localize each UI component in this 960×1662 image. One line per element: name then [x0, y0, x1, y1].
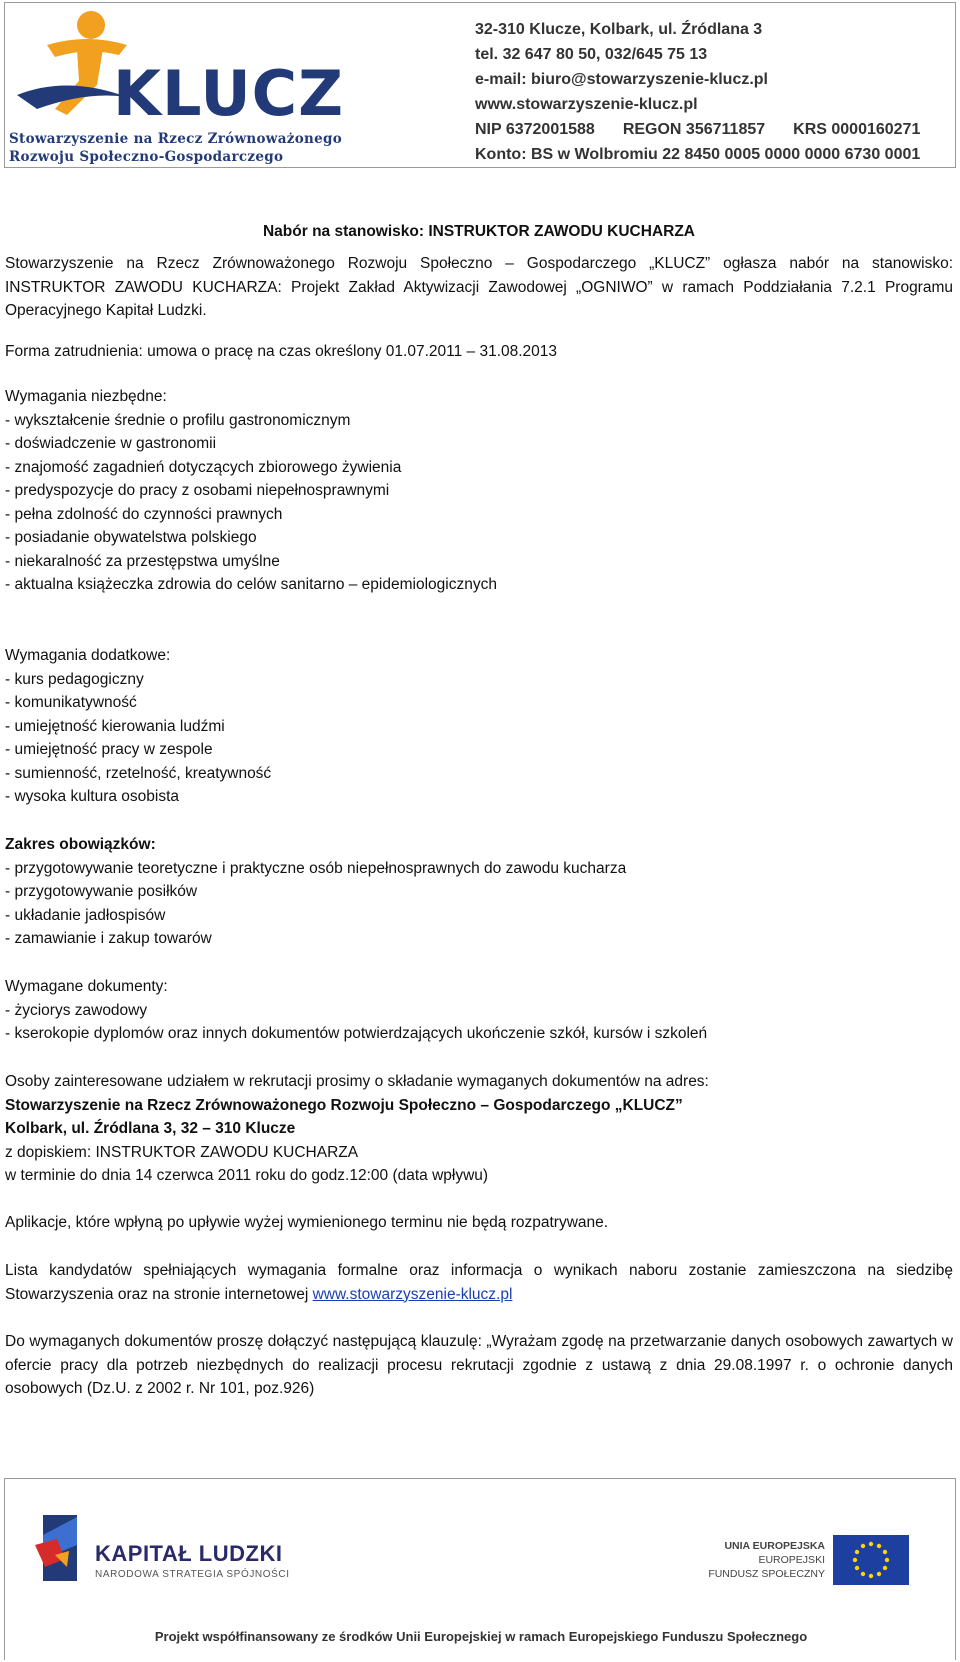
efs-line1: EUROPEJSKI: [758, 1554, 825, 1566]
employment-form: Forma zatrudnienia: umowa o pracę na czas określony 01.07.2011 – 31.08.2013: [5, 343, 558, 360]
list-item: - życiorys zawodowy: [5, 1001, 148, 1019]
address-line: 32-310 Klucze, Kolbark, ul. Źródlana 3: [475, 21, 763, 38]
results-note: [5, 1259, 953, 1306]
email-line[interactable]: e-mail: biuro@stowarzyszenie-klucz.pl: [475, 71, 768, 88]
footer: [4, 1478, 956, 1660]
org-name-line1: Stowarzyszenie na Rzecz Zrównoważonego: [9, 131, 343, 147]
kapital-ludzki-subtitle: NARODOWA STRATEGIA SPÓJNOŚCI: [95, 1569, 290, 1580]
efs-line2: FUNDUSZ SPOŁECZNY: [708, 1568, 825, 1580]
contact-info: [475, 17, 920, 167]
page-title: Nabór na stanowisko: INSTRUKTOR ZAWODU KUCHARZA: [262, 223, 695, 240]
phone-line: tel. 32 647 80 50, 032/645 75 13: [475, 46, 708, 63]
kapital-ludzki-title: KAPITAŁ LUDZKI: [95, 1541, 283, 1566]
apply-annotation: z dopiskiem: INSTRUKTOR ZAWODU KUCHARZA: [5, 1143, 359, 1161]
letterhead: [4, 2, 956, 168]
list-item: - układanie jadłospisów: [5, 906, 166, 924]
list-item: - aktualna książeczka zdrowia do celów sanitarno – epidemiologicznych: [5, 576, 497, 593]
list-item: - przygotowywanie posiłków: [5, 883, 198, 900]
list-item: - doświadczenie w gastronomii: [5, 435, 217, 452]
list-item: - predyspozycje do pracy z osobami niepełnosprawnymi: [5, 482, 390, 499]
eu-line: UNIA EUROPEJSKA: [724, 1540, 825, 1552]
results-note-text: Lista kandydatów spełniających wymagania formalne oraz informacja o wynikach naboru zostanie zamieszczona na siedzibę Stowarzyszenia oraz na stronie internetowej: [5, 1262, 953, 1303]
cofinancing-note: Projekt współfinansowany ze środków Unii Europejskiej w ramach Europejskiego Funduszu Społecznego: [154, 1629, 808, 1644]
list-item: - posiadanie obywatelstwa polskiego: [5, 529, 257, 546]
list-item: - wysoka kultura osobista: [5, 788, 180, 805]
list-item: - wykształcenie średnie o profilu gastronomicznym: [5, 411, 351, 429]
website-line[interactable]: www.stowarzyszenie-klucz.pl: [475, 96, 698, 113]
apply-address: Kolbark, ul. Źródlana 3, 32 – 310 Klucze: [5, 1120, 296, 1137]
list-item: - komunikatywność: [5, 694, 137, 711]
duties-section: [5, 833, 953, 951]
regon-number: REGON 356711857: [622, 121, 766, 138]
late-applications-note: Aplikacje, które wpłyną po upływie wyżej wymienionego terminu nie będą rozpatrywane.: [5, 1214, 609, 1231]
section-heading: Wymagania dodatkowe:: [5, 647, 171, 664]
list-item: - zamawianie i zakup towarów: [5, 930, 212, 947]
documents-section: [5, 975, 953, 1046]
list-item: - pełna zdolność do czynności prawnych: [5, 505, 283, 523]
list-item: - znajomość zagadnień dotyczących zbiorowego żywienia: [5, 458, 402, 476]
intro-paragraph: Stowarzyszenie na Rzecz Zrównoważonego Rozwoju Społeczno – Gospodarczego „KLUCZ” ogłasza nabór na stanowisko: INSTRUKTOR ZAWODU KUCHARZA: Projekt Zakład Aktywizacji Zawodowej „OGNIWO” w ramach Poddziałania 7.2.1 Programu Operacyjnego Kapitał Ludzki.: [5, 255, 953, 319]
nip-number: NIP 6372001588: [475, 121, 595, 138]
apply-deadline: w terminie do dnia 14 czerwca 2011 roku do godz.12:00 (data wpływu): [5, 1167, 489, 1184]
apply-intro: Osoby zainteresowane udziałem w rekrutacji prosimy o składanie wymaganych dokumentów na adres:: [5, 1073, 709, 1090]
logo-wordmark: KLUCZ: [113, 57, 345, 130]
list-item: - przygotowywanie teoretyczne i praktyczne osób niepełnosprawnych do zawodu kucharza: [5, 859, 627, 877]
list-item: - kurs pedagogiczny: [5, 670, 144, 688]
list-item: - niekaralność za przestępstwa umyślne: [5, 552, 280, 570]
section-heading: Wymagane dokumenty:: [5, 978, 168, 995]
krs-number: KRS 0000160271: [793, 121, 921, 138]
bank-account: Konto: BS w Wolbromiu 22 8450 0005 0000 0000 6730 0001: [475, 146, 921, 163]
list-item: - sumienność, rzetelność, kreatywność: [5, 764, 272, 782]
list-item: - kserokopie dyplomów oraz innych dokumentów potwierdzających ukończenie szkół, kursów i szkoleń: [5, 1025, 708, 1042]
list-item: - umiejętność pracy w zespole: [5, 741, 213, 758]
required-section: [5, 385, 953, 597]
registry-numbers: [475, 117, 920, 142]
additional-section: [5, 644, 953, 809]
apply-org-name: Stowarzyszenie na Rzecz Zrównoważonego Rozwoju Społeczno – Gospodarczego „KLUCZ”: [5, 1096, 683, 1114]
org-name-line2: Rozwoju Społeczno-Gospodarczego: [9, 149, 284, 165]
kapital-ludzki-logo-icon: [35, 1515, 85, 1589]
list-item: - umiejętność kierowania ludźmi: [5, 717, 225, 735]
organization-logo: [7, 5, 447, 165]
website-link[interactable]: www.stowarzyszenie-klucz.pl: [312, 1285, 513, 1303]
eu-flag-icon: [833, 1535, 909, 1585]
section-heading: Zakres obowiązków:: [5, 836, 156, 853]
application-address: [5, 1070, 953, 1188]
consent-clause: Do wymaganych dokumentów proszę dołączyć następującą klauzulę: „Wyrażam zgodę na przetwarzanie danych osobowych zawartych w ofercie pracy dla potrzeb niezbędnych do realizacji procesu rekrutacji zgodnie z ustawą z dnia 29.08.1997 r. o ochronie danych osobowych (Dz.U. z 2002 r. Nr 101, poz.926): [5, 1333, 953, 1397]
section-heading: Wymagania niezbędne:: [5, 388, 167, 405]
eu-fund-label: [705, 1539, 825, 1581]
